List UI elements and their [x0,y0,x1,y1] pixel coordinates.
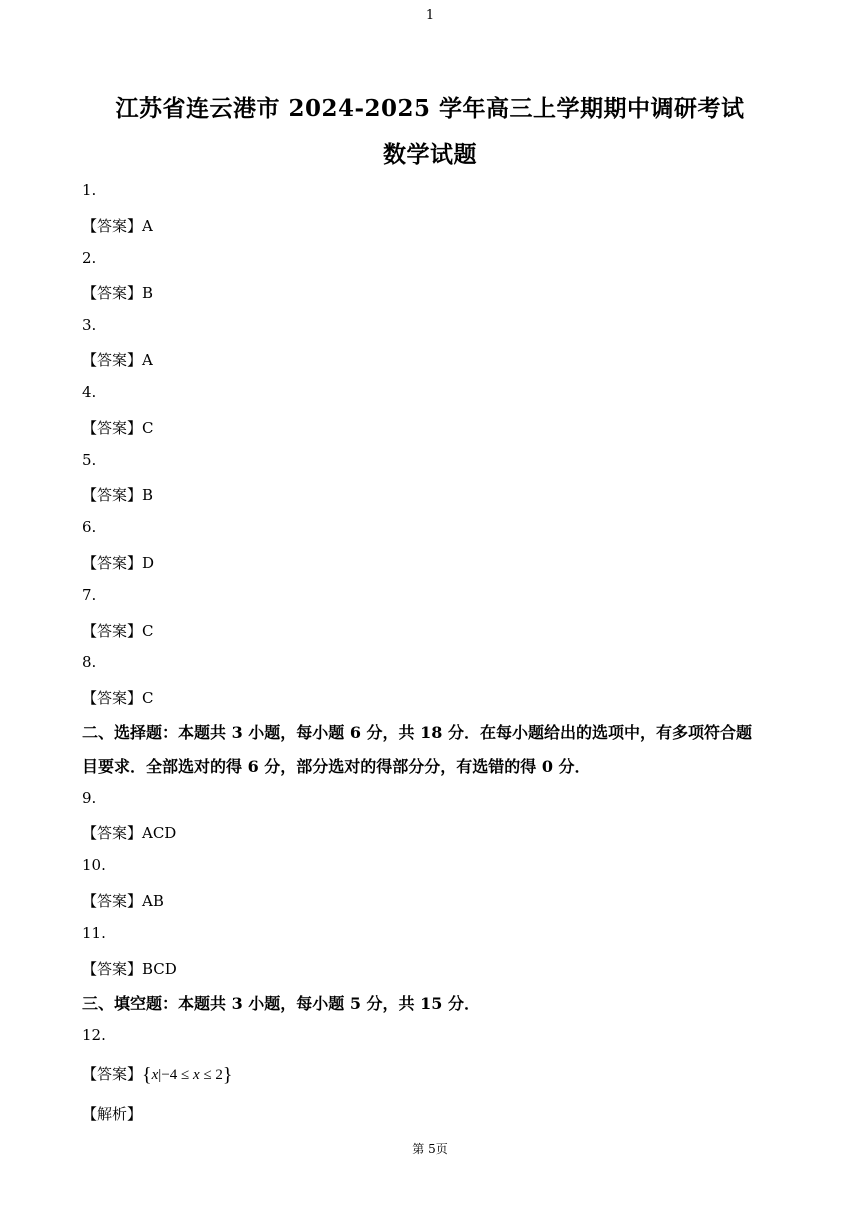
upper-bound: ≤ 2 [199,1067,223,1083]
section-heading-multiple-choice-continued: 目要求．全部选对的得 6 分，部分选对的得部分分，有选错的得 0 分． [82,757,591,776]
section-heading-multiple-choice: 二、选择题：本题共 3 小题，每小题 6 分，共 18 分．在每小题给出的选项中，有多项符合题 [82,723,752,742]
question-number: 12. [82,1026,106,1044]
question-number: 3. [82,316,97,334]
question-number: 6. [82,518,97,536]
question-number: 1. [82,181,97,199]
question-number: 2. [82,249,97,267]
question-number: 5. [82,451,97,469]
answer-line: 【答案】AB [82,892,164,910]
question-number: 9. [82,789,97,807]
lower-bound: −4 ≤ [161,1067,194,1083]
question-number: 7. [82,586,97,604]
answer-line: 【答案】C [82,419,154,437]
document-title: 江苏省连云港市 2024-2025 学年高三上学期期中调研考试 [115,95,745,122]
open-brace: { [142,1064,152,1086]
question-number: 10. [82,856,106,874]
answer-line: 【答案】BCD [82,960,177,978]
set-bar: | [158,1067,162,1083]
close-brace: } [222,1064,233,1086]
question-number: 8. [82,653,97,671]
answer-line: 【答案】B [82,284,154,302]
question-number: 11. [82,924,106,942]
answer-line: 【答案】D [82,554,155,572]
analysis-label: 【解析】 [82,1105,143,1123]
document-subtitle: 数学试题 [383,141,477,168]
answer-line: 【答案】C [82,689,154,707]
answer-line: 【答案】C [82,622,154,640]
answer-line-math [82,1063,233,1087]
section-heading-fill-in: 三、填空题：本题共 3 小题，每小题 5 分，共 15 分． [82,994,480,1013]
answer-line: 【答案】A [82,351,153,369]
math-variable: x [193,1067,200,1083]
answer-line: 【答案】ACD [82,824,177,842]
page-footer: 第 5页 [412,1142,448,1156]
answer-label: 【答案】 [82,1065,143,1083]
answer-line: 【答案】A [82,217,153,235]
question-number: 4. [82,383,97,401]
page-top-number: 1 [425,8,435,23]
answer-line: 【答案】B [82,486,154,504]
math-variable: x [151,1067,159,1083]
answer-set-expression [142,1064,233,1086]
